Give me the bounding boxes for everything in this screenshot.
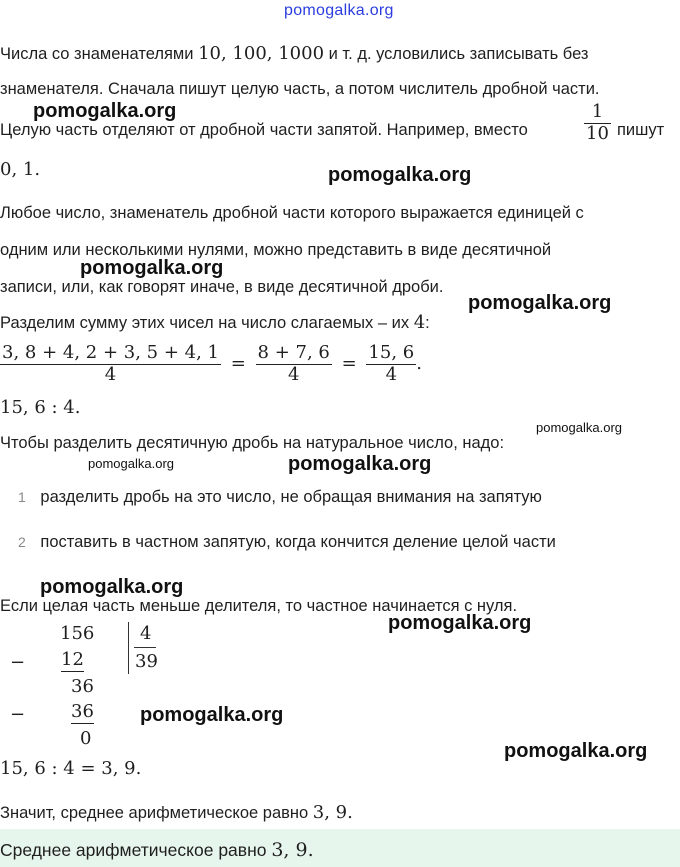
watermark: pomogalka.org [504,740,648,762]
minus-sign: − [10,704,26,725]
para1-line2: знаменателя. Сначала пишут целую часть, а потом числитель дробной части. [0,80,600,98]
watermark: pomogalka.org [468,292,612,314]
para1-line1 [0,43,588,64]
dividend: 156 [60,623,95,644]
list-number: 2 [18,534,26,550]
frac1-den: 4 [0,364,221,386]
quotient: 39 [135,651,158,672]
divisor: 4 [140,623,152,644]
math-value: 3, 9. [312,802,353,823]
list-text: разделить дробь на это число, не обращая внимания на запятую [40,488,542,506]
para3 [0,312,430,333]
frac3-den: 4 [366,364,416,386]
frac2-den: 4 [256,364,332,386]
list-number: 1 [18,489,26,505]
math-value: 3, 9. [271,839,314,861]
para2-line2: одним или несколькими нулями, можно представить в виде десятичной [0,241,552,259]
text: Числа со знаменателями [0,45,199,63]
remainder-2: 0 [80,728,92,749]
frac-num: 1 [591,101,604,122]
equals-sign: = [341,353,357,375]
list-item [18,533,556,552]
frac3-num: 15, 6 [368,342,415,363]
watermark: pomogalka.org [140,704,284,726]
subtrahend-2: 36 [71,701,94,722]
subtrahend-1: 12 [61,649,84,670]
para2-line1: Любое число, знаменатель дробной части которого выражается единицей с [0,204,584,222]
frac2-num: 8 + 7, 6 [257,342,330,363]
math-numbers: 10, 100, 1000 [198,43,325,64]
equals-sign: = [230,353,246,375]
period: . [416,353,422,375]
minus-sign: − [10,652,26,673]
text: : [425,314,430,332]
division-bracket-horizontal [134,647,156,648]
zero-note: Если целая часть меньше делителя, то частное начинается с нуля. [0,597,518,615]
math-count: 4 [413,312,426,333]
text: Разделим сумму этих чисел на число слагаемых – их [0,314,414,332]
site-link[interactable]: pomogalka.org [284,2,394,19]
text: Среднее арифметическое равно [0,840,272,860]
fraction-1-10 [584,102,611,144]
watermark: pomogalka.org [288,453,432,475]
watermark: pomogalka.org [536,420,622,435]
division-bracket-vertical [128,622,129,674]
frac1-num: 3, 8 + 4, 2 + 3, 5 + 4, 1 [2,342,219,363]
watermark: pomogalka.org [88,456,174,471]
watermark: pomogalka.org [388,612,532,634]
watermark: pomogalka.org [328,164,472,186]
answer-box [0,829,680,867]
para2-line3: записи, или, как говорят иначе, в виде десятичной дроби. [0,278,444,296]
text: Значит, среднее арифметическое равно [0,804,313,822]
remainder-1: 36 [71,676,94,697]
para1-line4: 0, 1. [0,159,41,180]
watermark: pomogalka.org [33,100,177,122]
conclusion [0,802,353,823]
rule-intro: Чтобы разделить десятичную дробь на натуральное число, надо: [0,434,505,452]
text: и т. д. условились записывать без [324,45,589,63]
result-equation: 15, 6 : 4 = 3, 9. [0,758,142,779]
answer [0,839,314,861]
para1-line3 [0,121,528,140]
list-text: поставить в частном запятую, когда кончится деление целой части [40,533,556,551]
equation [0,343,422,385]
watermark: pomogalka.org [40,576,184,598]
list-item [18,488,542,507]
text: Целую часть отделяют от дробной части запятой. Например, вместо [0,121,528,139]
watermark: pomogalka.org [80,257,224,279]
para1-line3-end: пишут [617,121,665,139]
division-expr: 15, 6 : 4. [0,397,81,418]
frac-den: 10 [586,122,609,144]
